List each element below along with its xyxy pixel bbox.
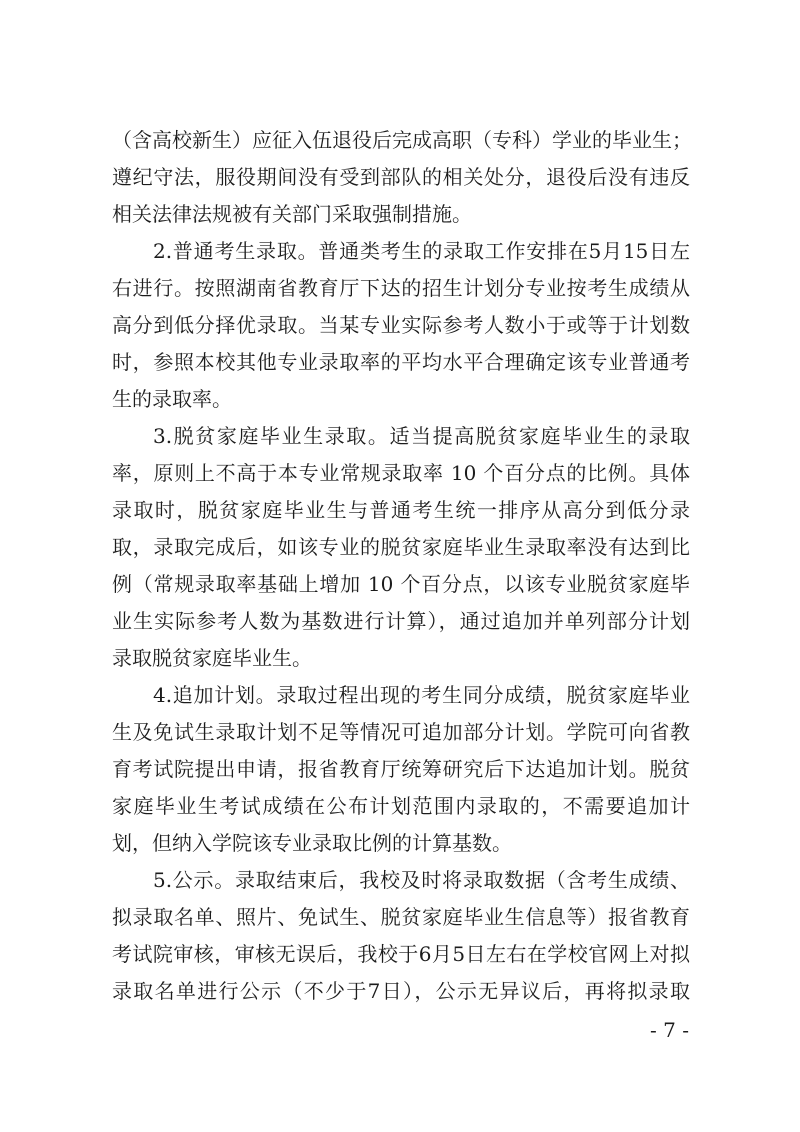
- text-line: 业生实际参考人数为基数进行计算），通过追加并单列部分计划: [112, 609, 690, 633]
- paragraph-publicity: [112, 862, 690, 1010]
- text-line: 生的录取率。: [112, 387, 232, 411]
- text-line: 高分到低分择优录取。当某专业实际参考人数小于或等于计划数: [112, 313, 690, 337]
- text-line: 拟录取名单、照片、免试生、脱贫家庭毕业生信息等）报省教育: [112, 905, 690, 929]
- body-text: [112, 122, 690, 1010]
- text-line: （含高校新生）应征入伍退役后完成高职（专科）学业的毕业生；: [112, 128, 692, 152]
- text-line: 生及免试生录取计划不足等情况可追加部分计划。学院可向省教: [112, 720, 690, 744]
- text-line: 取，录取完成后，如该专业的脱贫家庭毕业生录取率没有达到比: [112, 535, 690, 559]
- text-line: 遵纪守法，服役期间没有受到部队的相关处分，退役后没有违反: [112, 165, 690, 189]
- text-line: 5.公示。录取结束后，我校及时将录取数据（含考生成绩、: [153, 868, 690, 892]
- text-line: 家庭毕业生考试成绩在公布计划范围内录取的，不需要追加计: [112, 794, 690, 818]
- text-line: 4.追加计划。录取过程出现的考生同分成绩，脱贫家庭毕业: [153, 683, 690, 707]
- text-line: 时，参照本校其他专业录取率的平均水平合理确定该专业普通考: [112, 350, 690, 374]
- text-line: 例（常规录取率基础上增加 10 个百分点，以该专业脱贫家庭毕: [112, 572, 690, 596]
- paragraph-additional-plan: [112, 677, 690, 862]
- text-line: 录取脱贫家庭毕业生。: [112, 646, 312, 670]
- text-line: 划，但纳入学院该专业录取比例的计算基数。: [112, 831, 512, 855]
- text-line: 考试院审核，审核无误后，我校于6月5日左右在学校官网上对拟: [112, 942, 690, 966]
- text-line: 率，原则上不高于本专业常规录取率 10 个百分点的比例。具体: [112, 461, 690, 485]
- text-line: 右进行。按照湖南省教育厅下达的招生计划分专业按考生成绩从: [112, 276, 690, 300]
- text-line: 录取名单进行公示（不少于7日），公示无异议后，再将拟录取: [112, 979, 690, 1003]
- paragraph-poverty-graduates: [112, 418, 690, 677]
- text-line: 育考试院提出申请，报省教育厅统筹研究后下达追加计划。脱贫: [112, 757, 690, 781]
- paragraph-continuation: [112, 122, 690, 233]
- text-line: 相关法律法规被有关部门采取强制措施。: [112, 202, 472, 226]
- page-number: - 7 -: [650, 1018, 689, 1042]
- paragraph-regular-admission: [112, 233, 690, 418]
- text-line: 3.脱贫家庭毕业生录取。适当提高脱贫家庭毕业生的录取: [153, 424, 690, 448]
- text-line: 录取时，脱贫家庭毕业生与普通考生统一排序从高分到低分录: [112, 498, 690, 522]
- text-line: 2.普通考生录取。普通类考生的录取工作安排在5月15日左: [153, 239, 690, 263]
